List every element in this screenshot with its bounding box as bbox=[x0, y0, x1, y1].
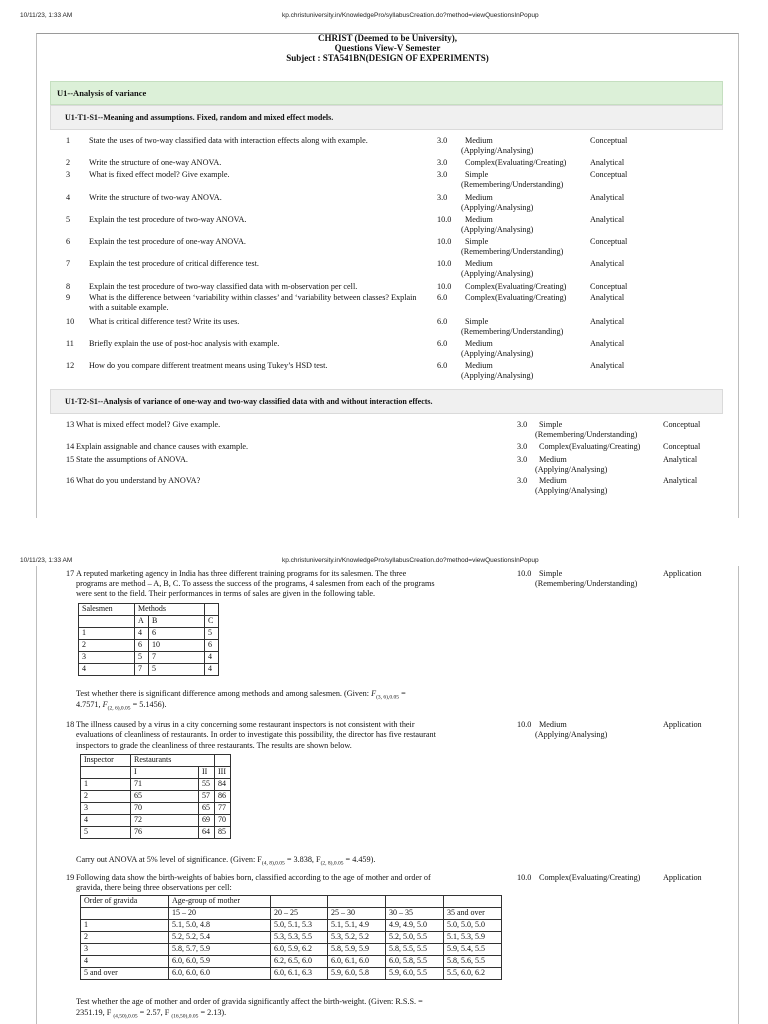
question-difficulty-detail: (Remembering/Understanding) bbox=[461, 247, 564, 256]
table-row bbox=[81, 956, 502, 968]
question-text: What is mixed effect model? Give example. bbox=[76, 420, 221, 429]
table-row bbox=[81, 968, 502, 980]
question-category: Analytical bbox=[590, 293, 625, 302]
table-cell: 71 bbox=[131, 779, 199, 791]
question-text-line: The illness caused by a virus in a city concerning some restaurant inspectors is not consistent with their bbox=[76, 720, 415, 729]
table-cell: 1 bbox=[81, 779, 131, 791]
question-given-note bbox=[76, 855, 375, 869]
question-difficulty-detail: (Remembering/Understanding) bbox=[461, 327, 564, 336]
question-difficulty: Simple bbox=[539, 569, 563, 578]
table-cell: 6.0, 6.0, 5.9 bbox=[169, 956, 271, 968]
table-cell: 5.9, 6.0, 5.5 bbox=[386, 968, 444, 980]
question-number: 7 bbox=[66, 259, 71, 268]
question-text: Explain the test procedure of two-way classified data with m-observation per cell. bbox=[89, 282, 358, 291]
topic-header-2: U1-T2-S1--Analysis of variance of one-way and two-way classified data with and without interaction effects. bbox=[50, 389, 723, 414]
table-cell: 6.0, 6.1, 6.0 bbox=[328, 956, 386, 968]
question-text: Write the structure of two-way ANOVA. bbox=[89, 193, 222, 202]
note-text: = 4.459). bbox=[343, 855, 376, 864]
question-marks: 3.0 bbox=[437, 170, 448, 179]
question-number: 6 bbox=[66, 237, 71, 246]
table-cell: 2 bbox=[81, 932, 169, 944]
table-cell: 2 bbox=[81, 791, 131, 803]
table-cell: 5.0, 5.1, 5.3 bbox=[271, 920, 328, 932]
question-marks: 10.0 bbox=[517, 569, 532, 578]
questions-view: Questions View-V Semester bbox=[334, 43, 441, 53]
question-number: 2 bbox=[66, 158, 71, 167]
question-difficulty: Medium bbox=[539, 476, 567, 485]
table-cell: 5 bbox=[205, 628, 219, 640]
table-cell: 77 bbox=[215, 803, 231, 815]
table-cell: 5.8, 5.5, 5.5 bbox=[386, 944, 444, 956]
question-number: 3 bbox=[66, 170, 71, 179]
table-header-cell: 30 – 35 bbox=[386, 908, 444, 920]
table-row bbox=[79, 664, 219, 676]
question-category: Conceptual bbox=[590, 136, 628, 145]
question-difficulty-detail: (Applying/Analysing) bbox=[461, 349, 534, 358]
question-marks: 3.0 bbox=[437, 158, 448, 167]
question-difficulty: Medium bbox=[465, 193, 493, 202]
table-cell: 70 bbox=[215, 815, 231, 827]
table-header-cell: C bbox=[205, 616, 219, 628]
table-cell: 5.2, 5.2, 5.4 bbox=[169, 932, 271, 944]
table-header-cell: 25 – 30 bbox=[328, 908, 386, 920]
document-title bbox=[36, 33, 739, 63]
question-text: State the uses of two-way classified data with interaction effects along with example. bbox=[89, 136, 368, 145]
question-text: Briefly explain the use of post-hoc analysis with example. bbox=[89, 339, 280, 348]
table-cell: 4 bbox=[81, 815, 131, 827]
table-cell: 5.5, 6.0, 6.2 bbox=[444, 968, 502, 980]
note-text: 2351.19, F bbox=[76, 1008, 114, 1017]
question-category: Analytical bbox=[663, 455, 698, 464]
question-text: What is critical difference test? Write its uses. bbox=[89, 317, 240, 326]
f-subscript: (4, 8),0.05 bbox=[261, 860, 285, 867]
question-text-line: evaluations of cleanliness of restaurants. In order to investigate this possibility, the director has five restaurant bbox=[76, 730, 436, 739]
question-marks: 3.0 bbox=[517, 476, 528, 485]
table-cell: 86 bbox=[215, 791, 231, 803]
table-cell: 84 bbox=[215, 779, 231, 791]
question-text: What is fixed effect model? Give example. bbox=[89, 170, 230, 179]
question-marks: 3.0 bbox=[437, 193, 448, 202]
table-cell: 5.0, 5.0, 5.0 bbox=[444, 920, 502, 932]
table-cell: 65 bbox=[131, 791, 199, 803]
question-difficulty-detail: (Remembering/Understanding) bbox=[535, 579, 638, 588]
page-header-1 bbox=[0, 10, 768, 22]
table-cell: 6.2, 6.5, 6.0 bbox=[271, 956, 328, 968]
question-difficulty-detail: (Applying/Analysing) bbox=[535, 730, 608, 739]
table-cell: 57 bbox=[199, 791, 215, 803]
table-row bbox=[79, 640, 219, 652]
table-cell: 5.1, 5.3, 5.9 bbox=[444, 932, 502, 944]
f-subscript: (2, 6),0.05 bbox=[107, 705, 131, 712]
question-marks: 10.0 bbox=[437, 237, 452, 246]
question-category: Analytical bbox=[590, 193, 625, 202]
table-header-cell: Order of gravida bbox=[81, 896, 169, 908]
table-cell: 6.0, 6.1, 6.3 bbox=[271, 968, 328, 980]
table-cell: 4 bbox=[205, 652, 219, 664]
table-header-cell: Salesmen bbox=[79, 604, 135, 616]
table-cell: 6 bbox=[205, 640, 219, 652]
table-cell: 5 bbox=[149, 664, 205, 676]
question-difficulty: Medium bbox=[539, 455, 567, 464]
question-text: Explain the test procedure of critical difference test. bbox=[89, 259, 259, 268]
table-row bbox=[81, 944, 502, 956]
question-marks: 10.0 bbox=[437, 282, 452, 291]
question-category: Conceptual bbox=[663, 442, 701, 451]
table-cell: 5.1, 5.1, 4.9 bbox=[328, 920, 386, 932]
table-cell: 2 bbox=[79, 640, 135, 652]
question-text-line: gravida, there being three observations per cell: bbox=[76, 883, 232, 892]
inspector-restaurants-table bbox=[80, 754, 231, 839]
question-text-line: were sent to the field. Their performances in terms of sales are given in the following table. bbox=[76, 589, 376, 598]
question-given-note bbox=[76, 1008, 226, 1022]
question-text: Explain the test procedure of one-way ANOVA. bbox=[89, 237, 246, 246]
table-header-cell: Restaurants bbox=[131, 755, 199, 767]
table-header-cell bbox=[205, 604, 219, 616]
f-subscript: (3, 6),0.05 bbox=[376, 694, 400, 701]
question-marks: 6.0 bbox=[437, 317, 448, 326]
print-datetime: 10/11/23, 1:33 AM bbox=[20, 557, 73, 564]
question-difficulty: Simple bbox=[539, 420, 563, 429]
topic-header-1: U1-T1-S1--Meaning and assumptions. Fixed, random and mixed effect models. bbox=[50, 105, 723, 130]
note-text: Carry out ANOVA at 5% level of significance. (Given: F bbox=[76, 855, 262, 864]
table-cell: 5.1, 5.0, 4.8 bbox=[169, 920, 271, 932]
question-text: How do you compare different treatment means using Tukey’s HSD test. bbox=[89, 361, 328, 370]
question-marks: 10.0 bbox=[437, 215, 452, 224]
question-number: 15 bbox=[66, 455, 75, 464]
table-header-cell bbox=[81, 767, 131, 779]
table-row bbox=[81, 815, 231, 827]
question-given-note: 4.7571, $F_{(2, 6),0.05} = 5.1456$). bbox=[76, 700, 167, 712]
question-difficulty-detail: (Applying/Analysing) bbox=[461, 269, 534, 278]
question-number: 18 bbox=[66, 720, 75, 729]
question-difficulty: Complex(Evaluating/Creating) bbox=[465, 282, 567, 291]
question-marks: 10.0 bbox=[437, 259, 452, 268]
question-number: 9 bbox=[66, 293, 71, 302]
table-cell: 64 bbox=[199, 827, 215, 839]
question-category: Application bbox=[663, 720, 702, 729]
table-cell: 5 bbox=[81, 827, 131, 839]
note-text: Test whether the age of mother and order of gravida significantly affect the birth-weight. (Given: R.S.S. = bbox=[76, 997, 423, 1006]
question-text: What do you understand by ANOVA? bbox=[76, 476, 201, 485]
table-cell: 76 bbox=[131, 827, 199, 839]
question-category: Conceptual bbox=[590, 237, 628, 246]
print-url: kp.christuniversity.in/KnowledgePro/syllabusCreation.do?method=viewQuestionsInPopup bbox=[282, 557, 539, 564]
table-cell: 7 bbox=[149, 652, 205, 664]
table-cell: 69 bbox=[199, 815, 215, 827]
table-cell: 5.2, 5.0, 5.5 bbox=[386, 932, 444, 944]
question-difficulty: Complex(Evaluating/Creating) bbox=[465, 158, 567, 167]
question-number: 8 bbox=[66, 282, 71, 291]
question-text: State the assumptions of ANOVA. bbox=[76, 455, 188, 464]
question-number: 14 bbox=[66, 442, 75, 451]
question-marks: 3.0 bbox=[517, 455, 528, 464]
table-row bbox=[81, 803, 231, 815]
table-cell: 6.0, 5.8, 5.5 bbox=[386, 956, 444, 968]
question-difficulty-detail: (Applying/Analysing) bbox=[535, 465, 608, 474]
question-marks: 6.0 bbox=[437, 339, 448, 348]
print-url: kp.christuniversity.in/KnowledgePro/syllabusCreation.do?method=viewQuestionsInPopup bbox=[282, 12, 539, 19]
question-difficulty: Medium bbox=[465, 339, 493, 348]
table-header-cell: Methods bbox=[135, 604, 205, 616]
question-text: What is the difference between ‘variability within classes’ and ‘variability between classes? Explain with a suitable example. bbox=[89, 293, 417, 312]
question-number: 17 bbox=[66, 569, 75, 578]
question-number: 11 bbox=[66, 339, 74, 348]
question-number: 10 bbox=[66, 317, 75, 326]
question-category: Analytical bbox=[590, 158, 625, 167]
question-difficulty: Simple bbox=[465, 237, 489, 246]
table-header-cell: 15 – 20 bbox=[169, 908, 271, 920]
table-row bbox=[79, 652, 219, 664]
table-cell: 5 bbox=[135, 652, 149, 664]
question-difficulty: Medium bbox=[465, 259, 493, 268]
question-text-line: Following data show the birth-weights of babies born, classified according to the age of mother and order of bbox=[76, 873, 431, 882]
question-difficulty: Medium bbox=[465, 361, 493, 370]
table-header-cell: Age-group of mother bbox=[169, 896, 271, 908]
table-cell: 3 bbox=[79, 652, 135, 664]
table-cell: 5.3, 5.3, 5.5 bbox=[271, 932, 328, 944]
table-header-cell: A bbox=[135, 616, 149, 628]
question-number: 19 bbox=[66, 873, 75, 882]
question-category: Application bbox=[663, 569, 702, 578]
subject-title: Subject : STA541BN(DESIGN OF EXPERIMENTS) bbox=[286, 53, 489, 63]
question-difficulty-detail: (Applying/Analysing) bbox=[461, 203, 534, 212]
table-row bbox=[81, 920, 502, 932]
question-difficulty-detail: (Applying/Analysing) bbox=[535, 486, 608, 495]
note-text: = 2.13). bbox=[198, 1008, 227, 1017]
birth-weight-table bbox=[80, 895, 502, 980]
question-text: Explain assignable and chance causes with example. bbox=[76, 442, 249, 451]
question-number: 16 bbox=[66, 476, 75, 485]
table-cell: 6.0, 5.9, 6.2 bbox=[271, 944, 328, 956]
table-header-cell bbox=[81, 908, 169, 920]
question-category: Analytical bbox=[663, 476, 698, 485]
question-text: Write the structure of one-way ANOVA. bbox=[89, 158, 222, 167]
question-difficulty-detail: (Applying/Analysing) bbox=[461, 146, 534, 155]
table-cell: 3 bbox=[81, 944, 169, 956]
question-category: Analytical bbox=[590, 339, 625, 348]
question-difficulty-detail: (Remembering/Understanding) bbox=[535, 430, 638, 439]
table-cell: 1 bbox=[81, 920, 169, 932]
table-cell: 85 bbox=[215, 827, 231, 839]
table-header-cell: 35 and over bbox=[444, 908, 502, 920]
table-cell: 65 bbox=[199, 803, 215, 815]
table-header-cell: II bbox=[199, 767, 215, 779]
question-marks: 3.0 bbox=[517, 442, 528, 451]
question-category: Conceptual bbox=[590, 170, 628, 179]
table-row bbox=[81, 779, 231, 791]
table-cell: 10 bbox=[149, 640, 205, 652]
question-given-note: Test whether there is significant difference among methods and among salesmen. (Given: $F_{(3, 6),0.05}$ = bbox=[76, 689, 406, 701]
question-difficulty-detail: (Applying/Analysing) bbox=[461, 225, 534, 234]
question-category: Analytical bbox=[590, 361, 625, 370]
question-category: Conceptual bbox=[663, 420, 701, 429]
table-header-cell bbox=[444, 896, 502, 908]
note-text: = bbox=[399, 689, 406, 698]
table-cell: 4 bbox=[81, 956, 169, 968]
table-cell: 55 bbox=[199, 779, 215, 791]
unit-header: U1--Analysis of variance bbox=[50, 81, 723, 105]
question-difficulty: Simple bbox=[465, 317, 489, 326]
table-cell: 5.9, 6.0, 5.8 bbox=[328, 968, 386, 980]
table-header-cell: III bbox=[215, 767, 231, 779]
table-cell: 4 bbox=[79, 664, 135, 676]
table-header-cell bbox=[215, 755, 231, 767]
question-difficulty-detail: (Applying/Analysing) bbox=[461, 371, 534, 380]
note-text: 4.7571, bbox=[76, 700, 103, 709]
table-cell: 6 bbox=[149, 628, 205, 640]
note-text: = 2.57, F bbox=[137, 1008, 172, 1017]
note-text: = 5.1456). bbox=[130, 700, 167, 709]
table-header-cell: 20 – 25 bbox=[271, 908, 328, 920]
university-name: CHRIST (Deemed to be University), bbox=[317, 33, 458, 43]
question-category: Conceptual bbox=[590, 282, 628, 291]
table-header-cell bbox=[271, 896, 328, 908]
table-cell: 72 bbox=[131, 815, 199, 827]
table-cell: 6 bbox=[135, 640, 149, 652]
table-header-cell: I bbox=[131, 767, 199, 779]
question-difficulty: Simple bbox=[465, 170, 489, 179]
question-marks: 10.0 bbox=[517, 873, 532, 882]
note-text: = 3.838, F bbox=[284, 855, 321, 864]
table-row bbox=[81, 791, 231, 803]
table-cell: 5.8, 5.7, 5.9 bbox=[169, 944, 271, 956]
table-header-cell: Inspector bbox=[81, 755, 131, 767]
f-subscript: (2, 8),0.05 bbox=[320, 860, 344, 867]
table-row bbox=[81, 932, 502, 944]
table-header-cell: B bbox=[149, 616, 205, 628]
question-difficulty: Complex(Evaluating/Creating) bbox=[539, 873, 641, 882]
f-subscript: (16,50),0.05 bbox=[171, 1013, 199, 1020]
question-text-line: inspectors to grade the cleanliness of three restaurants. The results are shown below. bbox=[76, 741, 352, 750]
table-row bbox=[79, 628, 219, 640]
question-marks: 3.0 bbox=[437, 136, 448, 145]
question-marks: 6.0 bbox=[437, 361, 448, 370]
question-number: 12 bbox=[66, 361, 75, 370]
question-category: Analytical bbox=[590, 259, 625, 268]
table-cell: 3 bbox=[81, 803, 131, 815]
table-header-cell bbox=[386, 896, 444, 908]
print-datetime: 10/11/23, 1:33 AM bbox=[20, 12, 73, 19]
question-difficulty: Medium bbox=[465, 215, 493, 224]
table-cell: 5.3, 5.2, 5.2 bbox=[328, 932, 386, 944]
table-cell: 5.8, 5.6, 5.5 bbox=[444, 956, 502, 968]
f-subscript: (4,50),0.05 bbox=[113, 1013, 138, 1020]
question-given-note bbox=[76, 997, 423, 1008]
table-row bbox=[81, 827, 231, 839]
question-category: Analytical bbox=[590, 215, 625, 224]
question-category: Application bbox=[663, 873, 702, 882]
table-cell: 4 bbox=[205, 664, 219, 676]
table-cell: 6.0, 6.0, 6.0 bbox=[169, 968, 271, 980]
question-number: 4 bbox=[66, 193, 71, 202]
table-cell: 4 bbox=[135, 628, 149, 640]
question-difficulty-detail: (Remembering/Understanding) bbox=[461, 180, 564, 189]
question-text: Explain the test procedure of two-way ANOVA. bbox=[89, 215, 247, 224]
question-number: 13 bbox=[66, 420, 75, 429]
question-marks: 6.0 bbox=[437, 293, 448, 302]
table-cell: 70 bbox=[131, 803, 199, 815]
question-number: 5 bbox=[66, 215, 71, 224]
table-cell: 1 bbox=[79, 628, 135, 640]
question-marks: 10.0 bbox=[517, 720, 532, 729]
table-cell: 4.9, 4.9, 5.0 bbox=[386, 920, 444, 932]
question-marks: 3.0 bbox=[517, 420, 528, 429]
question-number: 1 bbox=[66, 136, 71, 145]
question-difficulty: Complex(Evaluating/Creating) bbox=[465, 293, 567, 302]
question-difficulty: Complex(Evaluating/Creating) bbox=[539, 442, 641, 451]
question-category: Analytical bbox=[590, 317, 625, 326]
table-header-cell bbox=[328, 896, 386, 908]
table-header-cell bbox=[79, 616, 135, 628]
question-difficulty: Medium bbox=[465, 136, 493, 145]
question-text-line: A reputed marketing agency in India has three different training programs for its salesmen. The three bbox=[76, 569, 407, 578]
note-text: Test whether there is significant difference among methods and among salesmen. (Given: bbox=[76, 689, 372, 698]
question-difficulty: Medium bbox=[539, 720, 567, 729]
salesmen-methods-table bbox=[78, 603, 219, 676]
table-cell: 5.9, 5.4, 5.5 bbox=[444, 944, 502, 956]
table-header-cell bbox=[199, 755, 215, 767]
table-cell: 5.8, 5.9, 5.9 bbox=[328, 944, 386, 956]
table-cell: 7 bbox=[135, 664, 149, 676]
question-text-line: programs are method – A, B, C. To assess the success of the programs, 4 salesmen from each of the programs bbox=[76, 579, 435, 588]
table-cell: 5 and over bbox=[81, 968, 169, 980]
